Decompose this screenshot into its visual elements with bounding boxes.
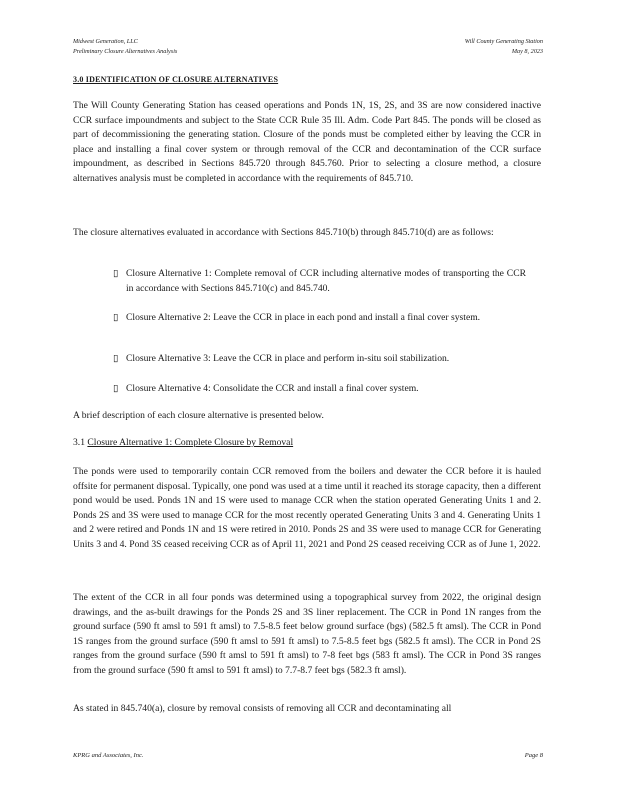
bullet-icon: ▯ [113, 353, 119, 364]
paragraph-brief: A brief description of each closure alternative is presented below. [73, 410, 324, 421]
alternative-item-4: Closure Alternative 4: Consolidate the CCR and install a final cover system. [126, 383, 419, 394]
bullet-icon: ▯ [113, 312, 119, 323]
paragraph-intro: The Will County Generating Station has ceased operations and Ponds 1N, 1S, 2S, and 3S are now considered inactive CCR surface impoundments and subject to the State CCR Rule 35 Ill. Adm. Code Part 845. The ponds will be closed as part of decommissioning the generating station. Closure of the ponds must be completed either by leaving the CCR in place and installing a final cover system or through removal of the CCR and decontamination of the CCR surface impoundment, as described in Sections 845.720 through 845.760. Prior to selecting a closure method, a closure alternatives analysis must be completed in accordance with the requirements of 845.710. [73, 100, 541, 184]
bullet-icon: ▯ [113, 268, 119, 279]
alternative-item-3: Closure Alternative 3: Leave the CCR in place and perform in-situ soil stabilization. [126, 353, 450, 364]
header-company: Midwest Generation, LLC [73, 38, 138, 45]
subsection-title: Closure Alternative 1: Complete Closure by Removal [87, 437, 294, 448]
header-date: May 8, 2023 [511, 47, 543, 55]
paragraph-pond-usage: The ponds were used to temporarily contain CCR removed from the boilers and dewater the CCR before it is hauled offsite for permanent disposal. Typically, one pond was used at a time until it reached its storage capacity, then a different pond would be used. Ponds 1N and 1S were used to manage CCR when the station operated Generating Units 1 and 2. Ponds 2S and 3S were used to manage CCR for the most recently operated Generating Units 3 and 4. Generating Units 1 and 2 were retired and Ponds 1N and 1S were retired in 2010. Ponds 2S and 3S were used to manage CCR for Generating Units 3 and 4. Pond 3S ceased receiving CCR as of April 11, 2021 and Pond 2S ceased receiving CCR as of June 1, 2022. [73, 466, 541, 550]
paragraph-ccr-extent: The extent of the CCR in all four ponds was determined using a topographical survey from 2022, the original design drawings, and the as-built drawings for the Ponds 2S and 3S liner replacement. The CCR in Pond 1N ranges from the ground surface (590 ft amsl to 591 ft amsl) to 7.5-8.5 feet below ground surface (bgs) (582.5 ft amsl). The CCR in Pond 1S ranges from the ground surface (590 ft amsl to 591 ft amsl) to 7.5-8.5 feet bgs (582.5 ft amsl). The CCR in Pond 2S ranges from the ground surface (590 ft amsl to 591 ft amsl) to 7-8 feet bgs (583 ft amsl). The CCR in Pond 3S ranges from the ground surface (590 ft amsl to 591 ft amsl) to 7.7-8.7 feet bgs (582.3 ft amsl). [73, 592, 541, 676]
alternative-item-2: Closure Alternative 2: Leave the CCR in place in each pond and install a final cover system. [126, 312, 481, 323]
bullet-icon: ▯ [113, 383, 119, 394]
subsection-heading [73, 437, 293, 448]
header-doc-type: Preliminary Closure Alternatives Analysis [73, 47, 178, 55]
paragraph-removal: As stated in 845.740(a), closure by removal consists of removing all CCR and decontaminating all [73, 703, 452, 714]
header-site: Will County Generating Station [464, 38, 543, 45]
footer-page: Page 8 [524, 752, 543, 759]
subsection-number: 3.1 [73, 437, 85, 448]
section-title: 3.0 IDENTIFICATION OF CLOSURE ALTERNATIVES [73, 75, 279, 84]
alternative-item-1: Closure Alternative 1: Complete removal of CCR including alternative modes of transporting the CCR in accordance with Sections 845.710(c) and 845.740. [126, 268, 526, 294]
paragraph-alternatives-lead: The closure alternatives evaluated in accordance with Sections 845.710(b) through 845.710(d) are as follows: [73, 227, 494, 238]
header-left [73, 37, 177, 56]
header-right [465, 37, 543, 56]
footer-company: KPRG and Associates, Inc. [73, 752, 144, 759]
